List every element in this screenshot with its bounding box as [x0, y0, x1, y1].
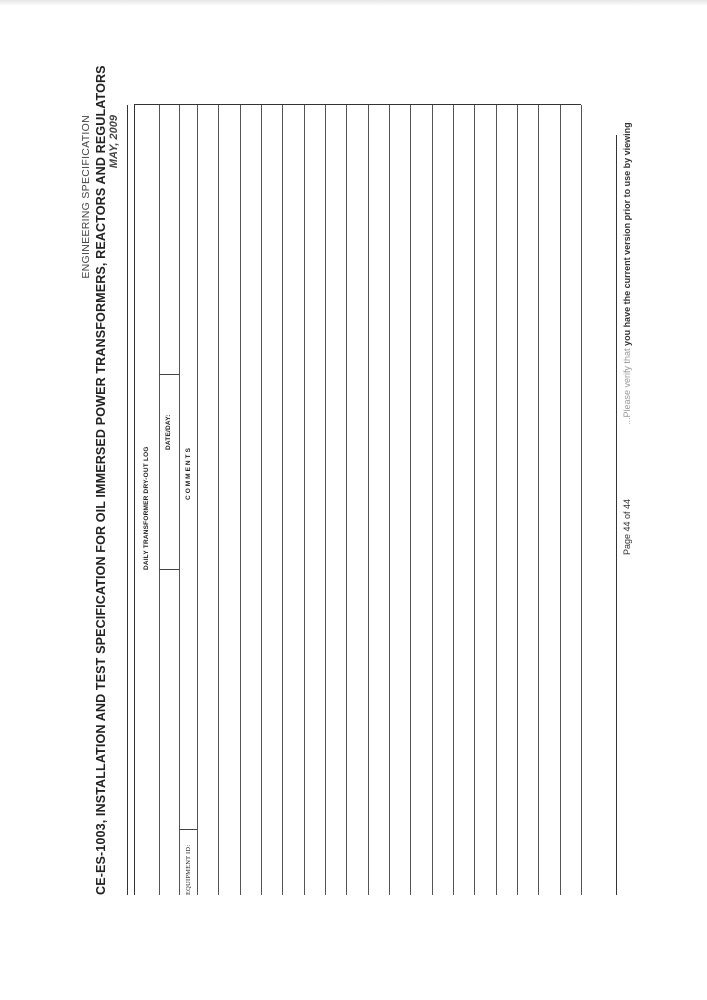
log-comments-label: COMMENTS: [185, 446, 192, 500]
document-type-label: ENGINEERING SPECIFICATION: [80, 115, 92, 279]
log-entry-row: [240, 105, 262, 895]
log-entry-row: [538, 105, 560, 895]
log-entry-row: [325, 105, 347, 895]
rotated-sheet: [80, 65, 640, 895]
log-entry-row: [474, 105, 496, 895]
equipment-id-label: EQUIPMENT ID:: [185, 844, 192, 895]
page-number: Page 44 of 44: [622, 498, 632, 555]
dry-out-log-table: [134, 104, 581, 895]
footer-rule: [616, 135, 617, 895]
log-entry-row: [453, 105, 475, 895]
log-entry-row: [432, 105, 454, 895]
log-entry-row: [560, 105, 582, 895]
log-entry-row: [368, 105, 390, 895]
log-entry-row: [261, 105, 283, 895]
footer-note: [622, 122, 632, 425]
header-rule: [127, 105, 128, 895]
log-date-label: DATE/DAY:: [165, 414, 172, 450]
log-entry-row: [389, 105, 411, 895]
scan-edge: [0, 0, 707, 6]
footer-note-faded: ...Please verify that: [622, 348, 632, 425]
log-comments-row: [179, 105, 198, 895]
date-cell-left-divider: [159, 569, 179, 570]
log-entry-row: [346, 105, 368, 895]
log-entry-row: [218, 105, 240, 895]
log-entry-row: [496, 105, 518, 895]
document-title: CE-ES-1003, INSTALLATION AND TEST SPECIFICATION FOR OIL IMMERSED POWER TRANSFORMERS, REACTORS AND REGULATORS: [94, 65, 108, 895]
document-date: MAY, 2009: [108, 115, 120, 169]
log-entry-row: [282, 105, 304, 895]
equipment-column-divider: [179, 829, 197, 830]
date-cell-right-divider: [159, 374, 179, 375]
footer-note-text: you have the current version prior to use by viewing: [622, 122, 632, 346]
log-entry-row: [410, 105, 432, 895]
log-title: DAILY TRANSFORMER DRY-OUT LOG: [143, 446, 150, 570]
log-entry-row: [304, 105, 326, 895]
log-entry-row: [197, 105, 219, 895]
log-date-row: [159, 105, 180, 895]
log-entry-row: [517, 105, 539, 895]
